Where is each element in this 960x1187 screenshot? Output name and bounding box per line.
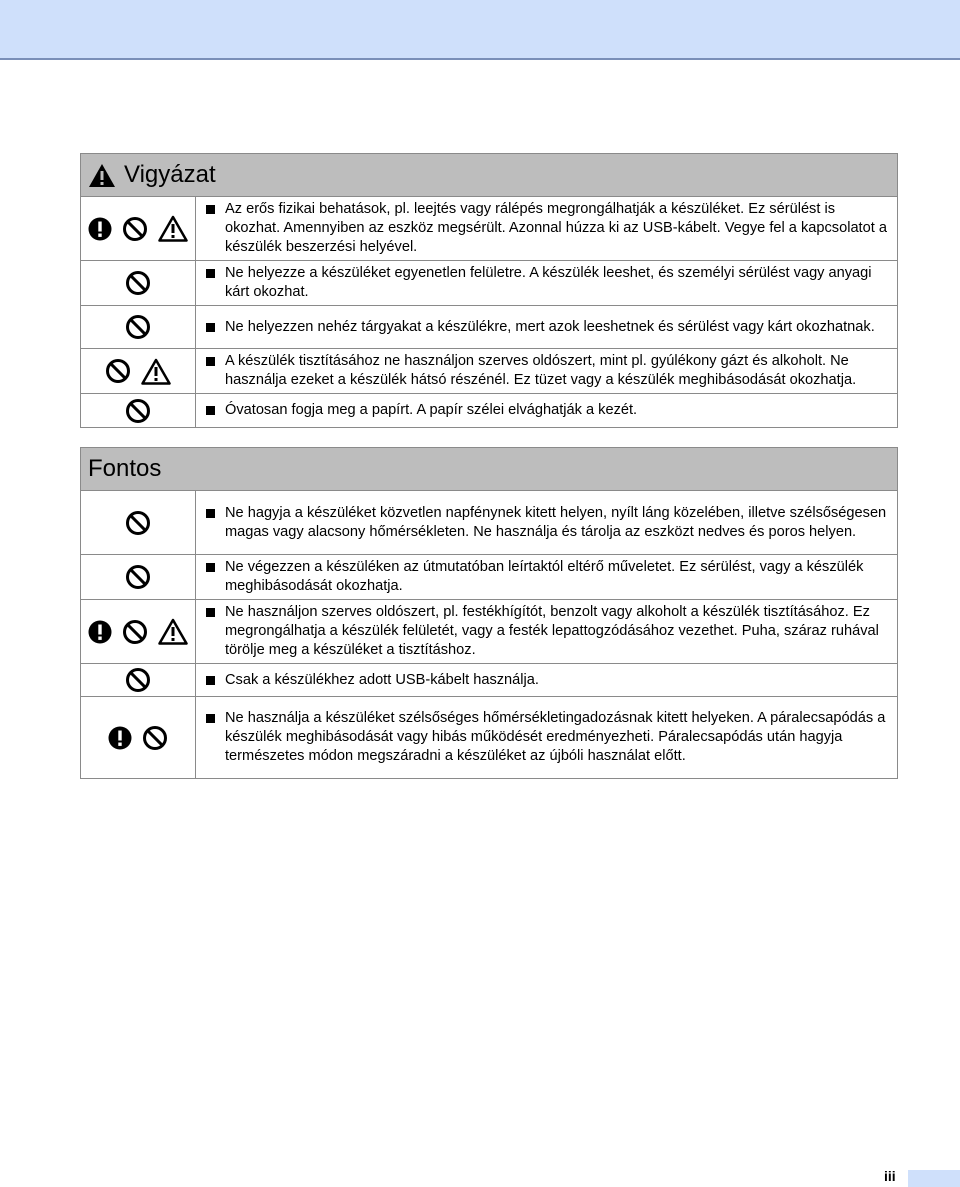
caution-item-2	[196, 261, 898, 306]
no-icon	[122, 216, 148, 242]
caution-header-triangle-icon	[88, 163, 116, 188]
no-icon	[125, 314, 151, 340]
caution-item-1	[196, 197, 898, 261]
important-item-text: Ne használjon szerves oldószert, pl. festékhígítót, benzolt vagy alkoholt a készülék tisztításához. Ez megrongálhatja a készülék felületét, vagy a festék lepattogzódásához vezethet. Puha, száraz ruhával törölje meg a készüléket a tisztításhoz.	[225, 604, 879, 658]
important-item-text: Ne használja a készüléket szélsőséges hőmérsékletingadozásnak kitett helyeken. A páralecsapódás a készülék meghibásodását vagy hibás működését eredményezheti. Páralecsapódás után hagyja természetes módon megszáradni a készüléket az újbóli használat előtt.	[225, 710, 886, 764]
important-box	[80, 447, 898, 779]
bullet-icon	[206, 676, 215, 685]
page-number-bar	[908, 1170, 960, 1187]
exclamation-icon	[88, 620, 112, 644]
caution-item-3	[196, 306, 898, 349]
bullet-icon	[206, 563, 215, 572]
row-icons	[81, 664, 196, 697]
exclamation-icon	[108, 726, 132, 750]
row-icons	[81, 394, 196, 428]
important-title: Fontos	[88, 455, 162, 482]
warning-triangle-icon	[158, 215, 188, 242]
row-icons	[81, 306, 196, 349]
important-item-5	[196, 697, 898, 779]
bullet-icon	[206, 714, 215, 723]
top-banner	[0, 0, 960, 60]
caution-item-text: A készülék tisztításához ne használjon szerves oldószert, mint pl. gyúlékony gázt és alkoholt. Ne használja ezeket a készülék hátsó részénél. Ez tüzet vagy a készülék meghibásodását okozhatja.	[225, 353, 857, 388]
caution-item-text: Ne helyezze a készüléket egyenetlen felületre. A készülék leeshet, és személyi sérülést vagy anyagi kárt okozhat.	[225, 265, 872, 300]
caution-item-text: Az erős fizikai behatások, pl. leejtés vagy rálépés megrongálhatják a készüléket. Ez sérülést is okozhat. Amennyiben az eszköz megsérült. Azonnal húzza ki az USB-kábelt. Vegye fel a kapcsolatot a készülék beszerzési helyével.	[225, 201, 887, 255]
bullet-icon	[206, 205, 215, 214]
no-icon	[142, 725, 168, 751]
bullet-icon	[206, 509, 215, 518]
row-icons	[81, 491, 196, 555]
warning-triangle-icon	[141, 358, 171, 385]
row-icons	[81, 555, 196, 600]
bullet-icon	[206, 323, 215, 332]
important-item-1	[196, 491, 898, 555]
bullet-icon	[206, 608, 215, 617]
row-icons	[81, 197, 196, 261]
caution-item-5	[196, 394, 898, 428]
row-icons	[81, 697, 196, 779]
no-icon	[125, 667, 151, 693]
important-item-4	[196, 664, 898, 697]
important-item-3	[196, 600, 898, 664]
caution-header	[81, 154, 898, 197]
no-icon	[125, 270, 151, 296]
important-item-text: Csak a készülékhez adott USB-kábelt használja.	[225, 671, 539, 688]
page-number: iii	[884, 1168, 896, 1184]
important-header	[81, 448, 898, 491]
exclamation-icon	[88, 217, 112, 241]
row-icons	[81, 349, 196, 394]
no-icon	[125, 510, 151, 536]
row-icons	[81, 600, 196, 664]
row-icons	[81, 261, 196, 306]
caution-item-text: Ne helyezzen nehéz tárgyakat a készülékre, mert azok leeshetnek és sérülést vagy kárt okozhatnak.	[225, 318, 875, 335]
caution-item-4	[196, 349, 898, 394]
no-icon	[105, 358, 131, 384]
important-item-2	[196, 555, 898, 600]
bullet-icon	[206, 357, 215, 366]
bullet-icon	[206, 406, 215, 415]
warning-triangle-icon	[158, 618, 188, 645]
important-item-text: Ne hagyja a készüléket közvetlen napfénynek kitett helyen, nyílt láng közelében, illetve szélsőségesen magas vagy alacsony hőmérsékleten. Ne használja és tárolja az eszközt nedves és poros helyen.	[225, 504, 887, 540]
no-icon	[125, 564, 151, 590]
no-icon	[125, 398, 151, 424]
caution-box	[80, 153, 898, 428]
caution-title: Vigyázat	[124, 161, 216, 188]
no-icon	[122, 619, 148, 645]
caution-item-text: Óvatosan fogja meg a papírt. A papír szélei elvághatják a kezét.	[225, 402, 638, 418]
bullet-icon	[206, 269, 215, 278]
important-item-text: Ne végezzen a készüléken az útmutatóban leírtaktól eltérő műveletet. Ez sérülést, vagy a készülék meghibásodását okozhatja.	[225, 559, 864, 594]
